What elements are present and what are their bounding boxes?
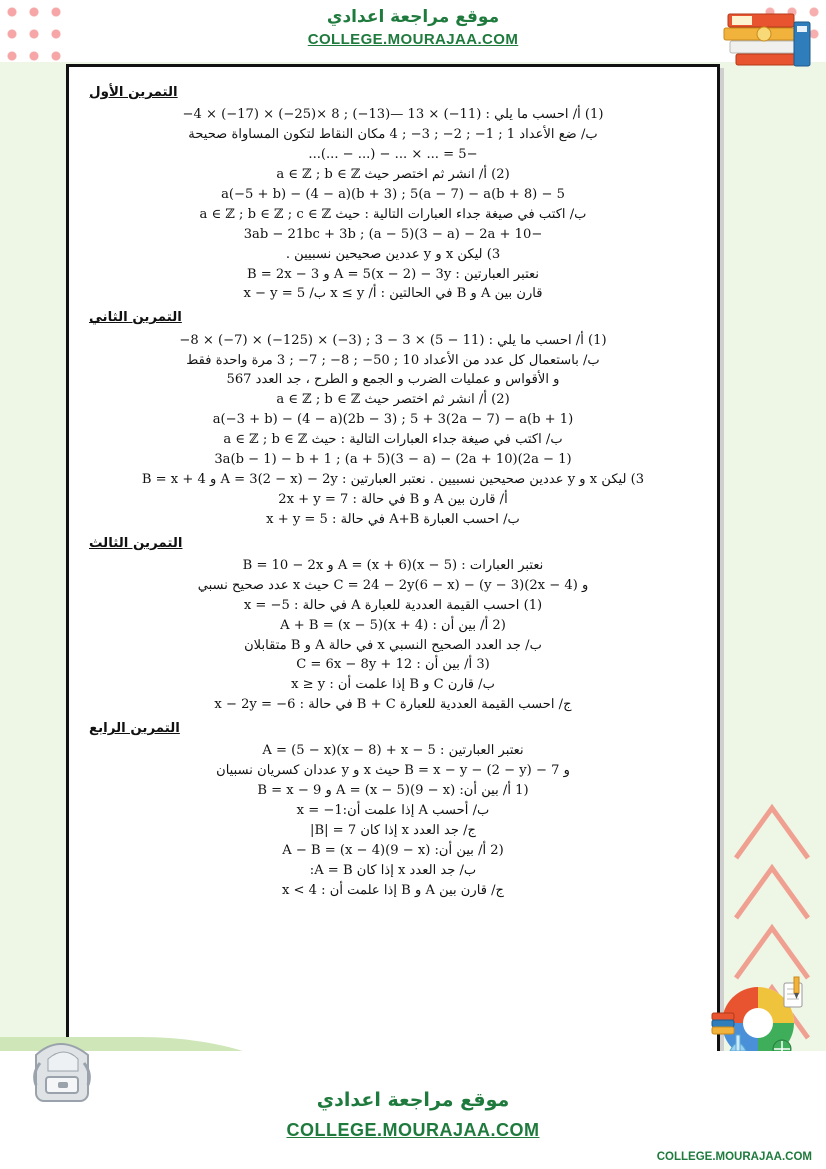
exercise-line: 3) ليكن x و y عددين صحيحين نسبيين . bbox=[285, 246, 501, 262]
exercise-line: a(−5 + b) − (4 − a)(b + 3) ; 5(a − 7) − a(b + 8) − 5 bbox=[221, 186, 565, 202]
exercise-line: ب/ جد العدد x إذا كان A = B: bbox=[309, 862, 477, 878]
exercise-line: 3) ليكن x و y عددين صحيحين نسبيين . نعتبر العبارتين : A = 3(2 − x) − 2y و B = x + 4 bbox=[141, 471, 645, 487]
exercise-line: a(−3 + b) − (4 − a)(2b − 3) ; 5 + 3(2a − 7) − a(b + 1) bbox=[212, 412, 574, 428]
exercise-line: و B = x − y − (2 − y) − 7 حيث x و y عددان كسريان نسبيان bbox=[216, 763, 570, 779]
exercise-line: ج/ جد العدد x إذا كان 7 = |B| bbox=[310, 823, 476, 838]
exercise-title: التمرين الثاني bbox=[89, 310, 182, 326]
header-title-ar: موقع مراجعة اعدادي bbox=[326, 7, 500, 27]
exercise-line: (1) أ/ احسب ما يلي : (11 − 5) × 3 − 3 ; (3−) × (125−) × (7−) × 8− bbox=[179, 332, 607, 348]
exercise-line: 3a(b − 1) − b + 1 ; (a + 5)(3 − a) − (2a + 10)(2a − 1) bbox=[214, 452, 572, 467]
exercise-line: (2) أ/ انشر ثم اختصر حيث a ∈ ℤ ; b ∈ ℤ bbox=[276, 392, 510, 408]
exercise-line: (3 أ/ بين أن : C = 6x − 8y + 12 bbox=[296, 657, 490, 673]
exercise-line: قارن بين A و B في الحالتين : أ/ x ≤ y ب/ x − y = 5 bbox=[243, 286, 543, 302]
exercise-line: (2) أ/ انشر ثم اختصر حيث a ∈ ℤ ; b ∈ ℤ bbox=[276, 167, 510, 183]
exercise-line: نعتبر العبارتين : A = (5 − x)(x − 8) + x − 5 bbox=[262, 743, 524, 759]
exercise-line: ب/ اكتب في صيغة جداء العبارات التالية : حيث a ∈ ℤ ; b ∈ ℤ ; c ∈ ℤ bbox=[199, 206, 587, 222]
page-header bbox=[0, 0, 826, 62]
exercise-line: و الأقواس و عمليات الضرب و الجمع و الطرح ، جد العدد 567 bbox=[226, 372, 560, 388]
exercise-title: التمرين الرابع bbox=[89, 721, 180, 737]
exercise-line: −3ab − 21bc + 3b ; (a − 5)(3 − a) − 2a + 10 bbox=[243, 226, 543, 242]
exercise-line: نعتبر العبارات : A = (x + 6)(x − 5) و B = 10 − 2x bbox=[242, 557, 544, 573]
exercise-line: و C = 24 − 2y(6 − x) − (y − 3)(2x − 4) حيث x عدد صحيح نسبي bbox=[197, 577, 589, 593]
exercise-line: (1) أ/ احسب ما يلي : (11−) × 13 —(13−) ; 8 ×(25−) × (17−) × 4− bbox=[182, 107, 604, 123]
worksheet-content bbox=[75, 73, 711, 1046]
header-site-url: COLLEGE.MOURAJAA.COM bbox=[307, 31, 519, 48]
chevron-decoration-1 bbox=[730, 800, 814, 864]
exercise-line: ب/ أحسب A إذا علمت أن:1− = x bbox=[296, 803, 490, 819]
exercise-line: ب/ احسب العبارة A+B في حالة : 5 = x + y bbox=[266, 511, 520, 527]
exercise-title: التمرين الأول bbox=[89, 85, 178, 100]
exercise-line: ب/ قارن C و B إذا علمت أن : x ≥ y bbox=[291, 677, 495, 693]
chevron-decoration-2 bbox=[730, 860, 814, 924]
exercise-title: التمرين الثالث bbox=[89, 535, 183, 551]
exercise-line: ب/ جد العدد الصحيح النسبي x في حالة A و B متقابلان bbox=[244, 637, 542, 653]
exercise-line: نعتبر العبارتين : A = 5(x − 2) − 3y و B = 2x − 3 bbox=[246, 266, 540, 282]
exercise-line: (1) احسب القيمة العددية للعبارة A في حالة : x = −5 bbox=[243, 597, 543, 613]
footer-title-ar: موقع مراجعة اعدادي bbox=[316, 1089, 510, 1111]
worksheet-sheet bbox=[66, 64, 720, 1055]
exercise-line: (1 أ/ بين أن: A = (x − 5)(9 − x) و B = x − 9 bbox=[257, 783, 529, 799]
books-icon bbox=[720, 6, 816, 72]
exercise-line: −5 = ... × ... − (... − ...)... bbox=[308, 147, 478, 163]
page-footer bbox=[0, 1051, 826, 1169]
exercise-line: ج/ قارن بين A و B إذا علمت أن : x < 4 bbox=[281, 882, 505, 898]
footer-corner-url: COLLEGE.MOURAJAA.COM bbox=[656, 1151, 812, 1163]
exercise-line: ب/ باستعمال كل عدد من الأعداد 10 ; 50− ; 8− ; 7− ; 3 مرة واحدة فقط bbox=[186, 352, 600, 368]
exercise-line: ب/ اكتب في صيغة جداء العبارات التالية : حيث a ∈ ℤ ; b ∈ ℤ bbox=[223, 432, 563, 448]
exercise-line: (2 أ/ بين أن: A − B = (x − 4)(9 − x) bbox=[282, 842, 504, 858]
exercise-line: أ/ قارن بين A و B في حالة : 7 = 2x + y bbox=[278, 491, 508, 507]
exercise-line: (2 أ/ بين أن : A + B = (x − 5)(x + 4) bbox=[280, 617, 506, 633]
backpack-icon bbox=[18, 1029, 110, 1107]
footer-site-url: COLLEGE.MOURAJAA.COM bbox=[286, 1120, 540, 1140]
exercise-line: ب/ ضع الأعداد 1 ; 1− ; 2− ; 3− ; 4 مكان النقاط لتكون المساواة صحيحة bbox=[188, 127, 598, 143]
exercise-line: ج/ احسب القيمة العددية للعبارة B + C في حالة : 6− = x − 2y bbox=[214, 697, 572, 713]
